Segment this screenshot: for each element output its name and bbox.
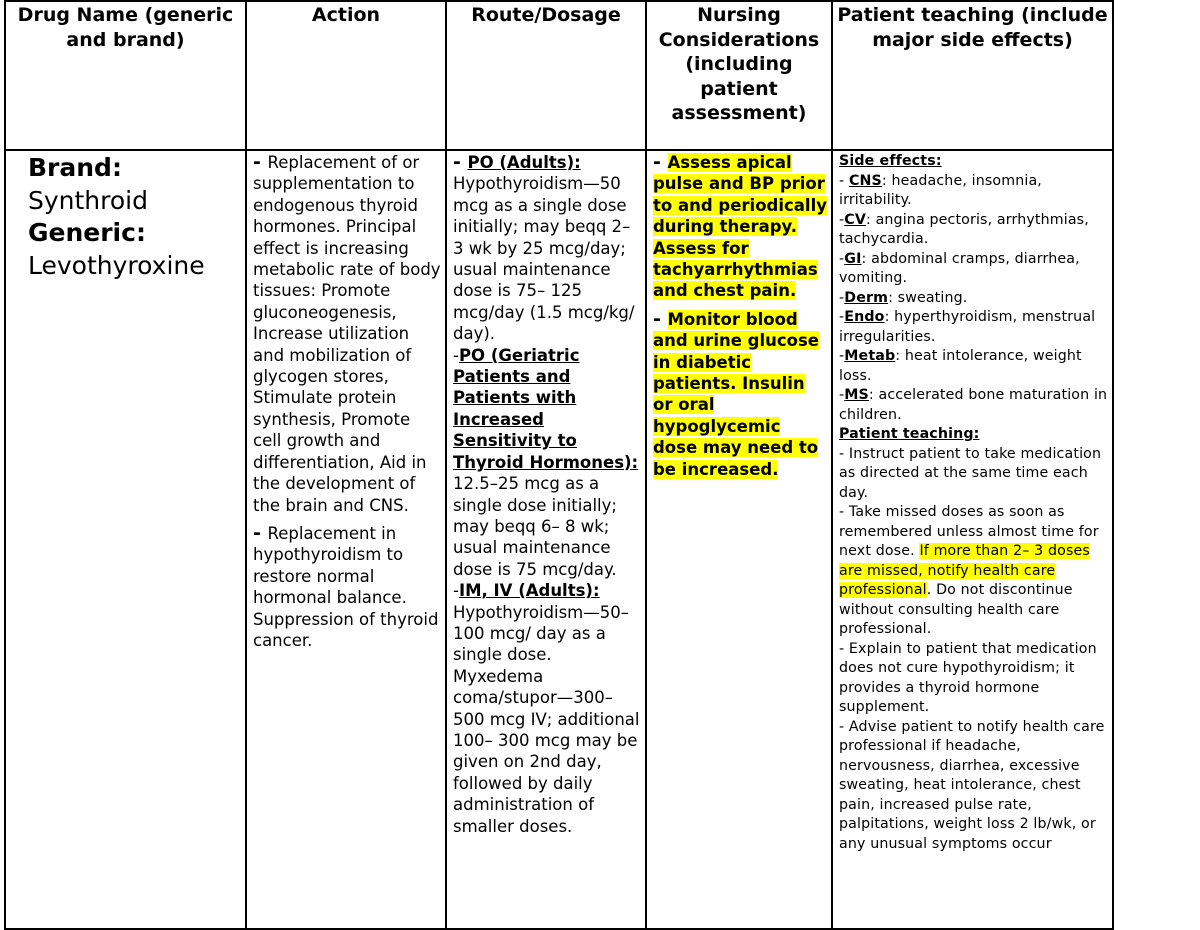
patient-teaching-heading: Patient teaching:: [839, 426, 980, 442]
action-cell: [246, 150, 446, 929]
nursing-cell: [646, 150, 832, 929]
teaching-item: - Take missed doses as soon as remembered unless almost time for next dose. If more than 2– 3 doses are missed, notify health care professional. Do not discontinue without consulting health care professional.: [839, 504, 1099, 637]
teaching-cell: [832, 150, 1113, 929]
drug-card-table: [4, 0, 1114, 930]
action-item: - Replacement of or supplementation to endogenous thyroid hormones. Principal effect is increasing metabolic rate of body tissues: Promote gluconeogenesis, Increase utilization and mobilization of glycogen stores, Stimulate protein synthesis, Promote cell growth and differentiation, Aid in the development of the brain and CNS.: [253, 151, 441, 515]
route-im-iv: -IM, IV (Adults): Hypothyroidism—50– 100 mcg/ day as a single dose. Myxedema coma/stupor—300– 500 mcg IV; additional 100– 300 mcg may be given on 2nd day, followed by daily administration of smaller doses.: [453, 581, 640, 836]
teaching-item: - Instruct patient to take medication as directed at the same time each day.: [839, 445, 1102, 501]
brand-name: Synthroid: [28, 185, 148, 215]
side-effect-item: -Derm: sweating.: [839, 289, 968, 306]
nursing-item: - Monitor blood and urine glucose in diabetic patients. Insulin or oral hypoglycemic dose may need to be increased.: [653, 307, 819, 479]
generic-name: Levothyroxine: [28, 250, 205, 280]
header-action: Action: [246, 1, 446, 150]
side-effect-item: -GI: abdominal cramps, diarrhea, vomiting.: [839, 250, 1080, 286]
route-po-adults: - PO (Adults): Hypothyroidism—50 mcg as a single dose initially; may beqq 2– 3 wk by 25 mcg/day; usual maintenance dose is 75– 125 mcg/day (1.5 mcg/kg/ day).: [453, 151, 635, 344]
header-nursing: Nursing Considerations (including patient assessment): [646, 1, 832, 150]
drug-name-cell: [5, 150, 246, 929]
nursing-item: - Assess apical pulse and BP prior to and periodically during therapy. Assess for tachyarrhythmias and chest pain.: [653, 151, 827, 301]
side-effects-heading: Side effects:: [839, 153, 942, 169]
teaching-item: - Advise patient to notify health care professional if headache, nervousness, diarrhea, excessive sweating, heat intolerance, chest pain, increased pulse rate, palpitations, weight loss 2 lb/wk, or any unusual symptoms occur: [839, 718, 1105, 852]
teaching-item: - Explain to patient that medication does not cure hypothyroidism; it provides a thyroid hormone supplement.: [839, 640, 1097, 715]
action-item: - Replacement in hypothyroidism to restore normal hormonal balance. Suppression of thyroid cancer.: [253, 521, 439, 650]
brand-label: Brand:: [28, 153, 122, 182]
header-teaching: Patient teaching (include major side effects): [832, 1, 1113, 150]
side-effect-item: -Metab: heat intolerance, weight loss.: [839, 348, 1082, 384]
generic-label: Generic:: [28, 218, 146, 247]
header-drug-name: Drug Name (generic and brand): [5, 1, 246, 150]
drug-row: [5, 150, 1113, 929]
side-effect-item: -MS: accelerated bone maturation in children.: [839, 387, 1108, 423]
side-effect-item: - CNS: headache, insomnia, irritability.: [839, 172, 1042, 208]
side-effect-item: -Endo: hyperthyroidism, menstrual irregularities.: [839, 309, 1096, 345]
header-row: [5, 1, 1113, 150]
route-dosage-cell: [446, 150, 646, 929]
side-effect-item: -CV: angina pectoris, arrhythmias, tachycardia.: [839, 211, 1089, 247]
route-po-geriatric: -PO (Geriatric Patients and Patients with Increased Sensitivity to Thyroid Hormones): 12.5–25 mcg as a single dose initially; may beqq 6– 8 wk; usual maintenance dose is 75 mcg/day.: [453, 345, 639, 579]
header-route-dosage: Route/Dosage: [446, 1, 646, 150]
